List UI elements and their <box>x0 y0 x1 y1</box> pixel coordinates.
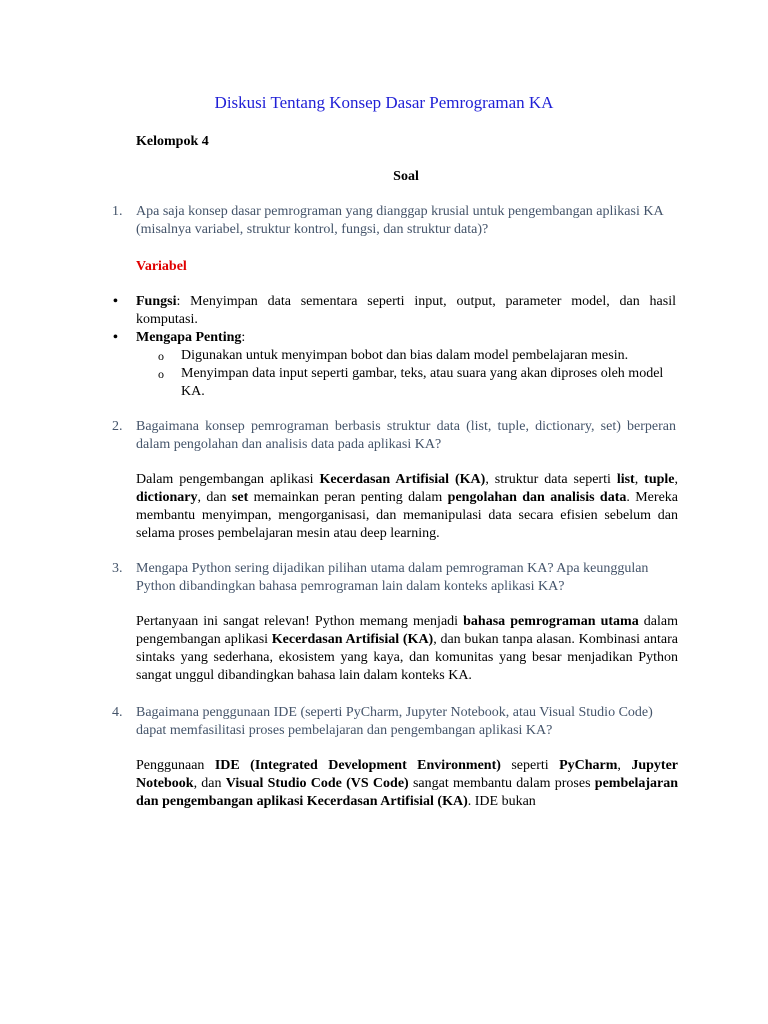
answer-text: , dan <box>197 490 232 505</box>
list-item <box>113 329 676 401</box>
document-title: Diskusi Tentang Konsep Dasar Pemrograman KA <box>214 93 554 112</box>
sub-list-item <box>158 347 671 365</box>
question-1 <box>112 203 676 239</box>
bullet-label: Mengapa Penting <box>136 330 242 345</box>
answer-2 <box>136 471 678 543</box>
answer-text: memainkan peran penting dalam <box>248 490 448 505</box>
group-label: Kelompok 4 <box>136 134 209 149</box>
circle-bullet-icon: o <box>158 349 164 363</box>
answer-text: Dalam pengembangan aplikasi <box>136 472 320 487</box>
answer-text: . IDE bukan <box>467 794 536 809</box>
bullet-list <box>113 293 677 401</box>
answer-bold: Kecerdasan Artifisial (KA) <box>271 632 434 647</box>
answer-text: , <box>634 472 645 487</box>
answer-bold: list <box>616 472 635 487</box>
answer-text: , dan <box>193 776 226 791</box>
answer-bold: pengolahan dan analisis data <box>447 490 627 505</box>
answer-text: dalam pengembangan aplikasi <box>136 614 678 647</box>
answer-3 <box>136 613 678 685</box>
question-4 <box>112 704 676 740</box>
answer-text: Penggunaan <box>136 758 215 773</box>
answer-bold: Jupyter Notebook <box>136 758 678 791</box>
question-number: 1. <box>112 204 123 219</box>
question-2 <box>112 418 676 454</box>
answer-text: , <box>674 472 678 487</box>
answer-bold: PyCharm <box>559 758 618 773</box>
answer-bold: Visual Studio Code (VS Code) <box>225 776 409 791</box>
bullet-label: Fungsi <box>136 294 177 309</box>
question-text: Mengapa Python sering dijadikan pilihan utama dalam pemrograman KA? Apa keunggulan Python dibandingkan bahasa pemrograman lain dalam konteks aplikasi KA? <box>136 561 649 594</box>
answer-4 <box>136 757 678 811</box>
answer-bold: bahasa pemrograman utama <box>463 614 639 629</box>
question-text: Apa saja konsep dasar pemrograman yang dianggap krusial untuk pengembangan aplikasi KA (misalnya variabel, struktur kontrol, fungsi, dan struktur data)? <box>136 204 663 237</box>
sub-list-item <box>158 365 671 401</box>
answer-bold: pembelajaran dan pengembangan aplikasi Kecerdasan Artifisial (KA) <box>136 776 678 809</box>
answer-text: , struktur data seperti <box>485 472 617 487</box>
bullet-icon: • <box>113 294 118 309</box>
answer-text: seperti <box>500 758 560 773</box>
answer-bold: tuple <box>644 472 675 487</box>
variabel-heading: Variabel <box>136 259 187 274</box>
answer-bold: dictionary <box>136 490 198 505</box>
question-text: Bagaimana penggunaan IDE (seperti PyCharm, Jupyter Notebook, atau Visual Studio Code) dapat memfasilitasi proses pembelajaran dan pengembangan aplikasi KA? <box>136 705 653 738</box>
question-number: 3. <box>112 561 123 576</box>
question-text: Bagaimana konsep pemrograman berbasis struktur data (list, tuple, dictionary, set) berperan dalam pengolahan dan analisis data pada aplikasi KA? <box>136 419 676 452</box>
question-number: 4. <box>112 705 123 720</box>
bullet-separator: : <box>241 330 246 345</box>
answer-bold: IDE (Integrated Development Environment) <box>214 758 501 773</box>
bullet-text: Menyimpan data sementara seperti input, output, parameter model, dan hasil komputasi. <box>136 294 677 327</box>
question-number: 2. <box>112 419 123 434</box>
bullet-icon: • <box>113 330 118 345</box>
list-item <box>113 293 677 329</box>
question-3 <box>112 560 676 596</box>
answer-text: , dan bukan tanpa alasan. Kombinasi antara sintaks yang sederhana, ekosistem yang kaya, dan komunitas yang besar menjadikan Python sangat unggul dibandingkan bahasa lain dalam konteks KA. <box>136 632 678 683</box>
answer-bold: Kecerdasan Artifisial (KA) <box>319 472 486 487</box>
circle-bullet-icon: o <box>158 367 164 381</box>
bullet-separator: : <box>176 294 191 309</box>
answer-text: sangat membantu dalam proses <box>408 776 595 791</box>
sub-item-text: Digunakan untuk menyimpan bobot dan bias dalam model pembelajaran mesin. <box>181 348 629 363</box>
answer-text: , <box>617 758 632 773</box>
answer-text: . Mereka membantu menyimpan, mengorganisasi, dan memanipulasi data secara efisien sebelum dan selama proses pembelajaran mesin atau deep learning. <box>136 490 678 541</box>
answer-bold: set <box>231 490 249 505</box>
section-heading: Soal <box>393 169 419 184</box>
sub-item-text: Menyimpan data input seperti gambar, teks, atau suara yang akan diproses oleh model KA. <box>181 366 664 399</box>
answer-text: Pertanyaan ini sangat relevan! Python memang menjadi <box>136 614 464 629</box>
